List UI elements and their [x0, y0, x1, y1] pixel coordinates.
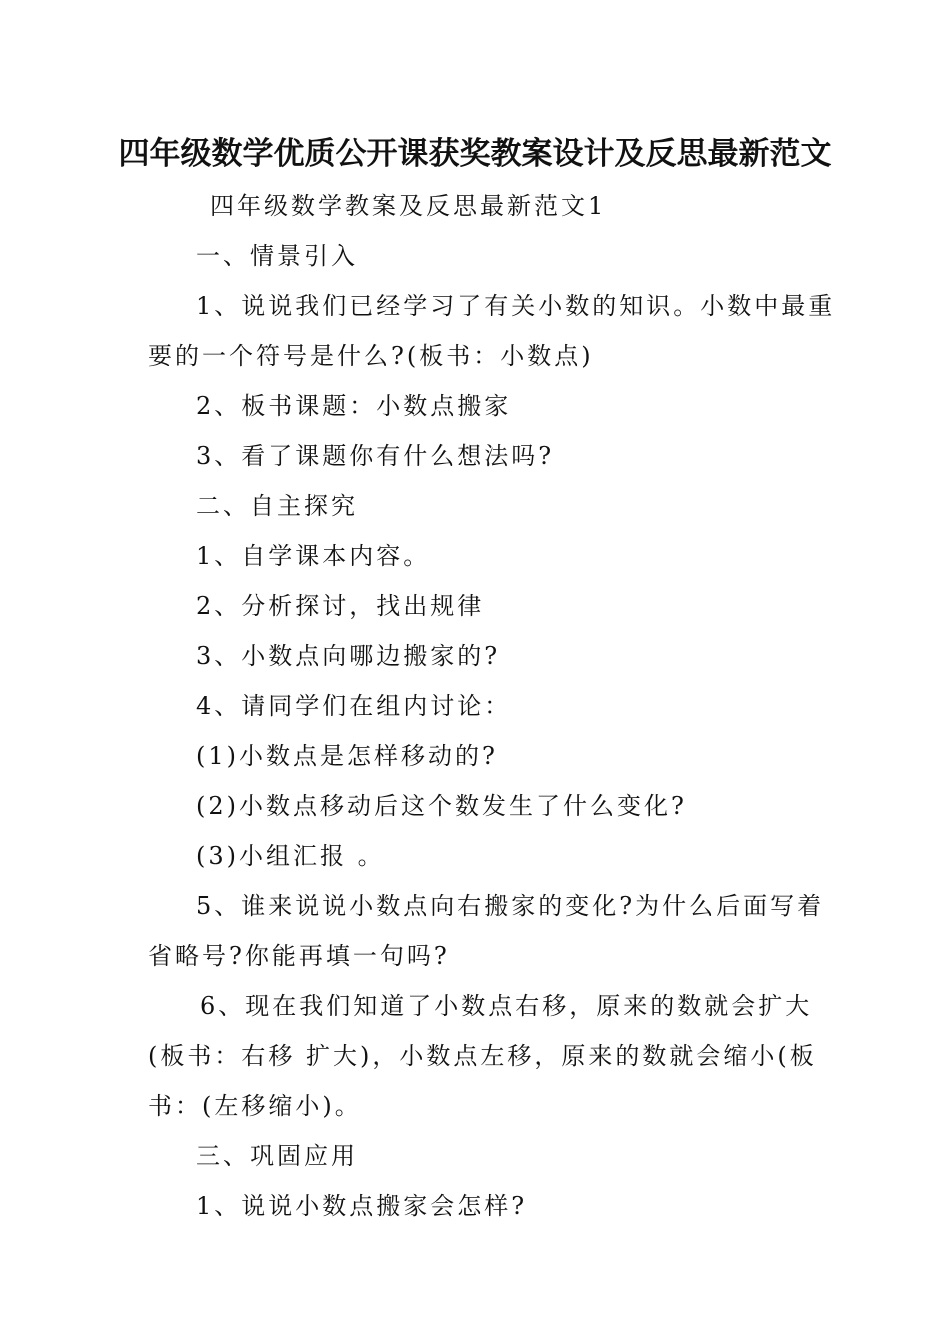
section-heading: 一、情景引入: [196, 242, 358, 270]
paragraph-line: 4、请同学们在组内讨论：: [196, 692, 512, 720]
paragraph-line: 1、说说我们已经学习了有关小数的知识。小数中最重: [196, 292, 836, 320]
paragraph-line: 3、看了课题你有什么想法吗?: [196, 442, 555, 470]
paragraph-line: 1、自学课本内容。: [196, 542, 431, 570]
paragraph-line: 3、小数点向哪边搬家的?: [196, 642, 501, 670]
section-heading: 三、巩固应用: [196, 1142, 358, 1170]
subtitle-line: 四年级数学教案及反思最新范文1: [210, 192, 607, 220]
paragraph-line: 2、分析探讨，找出规律: [196, 592, 485, 620]
paragraph-line: (3)小组汇报 。: [196, 842, 385, 870]
section-heading: 二、自主探究: [196, 492, 358, 520]
paragraph-line: 要的一个符号是什么?(板书：小数点): [148, 342, 594, 370]
paragraph-line: 省略号?你能再填一句吗?: [148, 942, 450, 970]
paragraph-line: 6、现在我们知道了小数点右移，原来的数就会扩大: [200, 992, 813, 1020]
paragraph-line: 2、板书课题：小数点搬家: [196, 392, 512, 420]
document-title: 四年级数学优质公开课获奖教案设计及反思最新范文: [118, 136, 832, 172]
paragraph-line: 5、谁来说说小数点向右搬家的变化?为什么后面写着: [196, 892, 825, 920]
paragraph-line: 书：(左移缩小)。: [148, 1092, 362, 1120]
paragraph-line: (1)小数点是怎样移动的?: [196, 742, 498, 770]
paragraph-line: (2)小数点移动后这个数发生了什么变化?: [196, 792, 687, 820]
paragraph-line: (板书：右移 扩大)，小数点左移，原来的数就会缩小(板: [148, 1042, 817, 1070]
paragraph-line: 1、说说小数点搬家会怎样?: [196, 1192, 528, 1220]
